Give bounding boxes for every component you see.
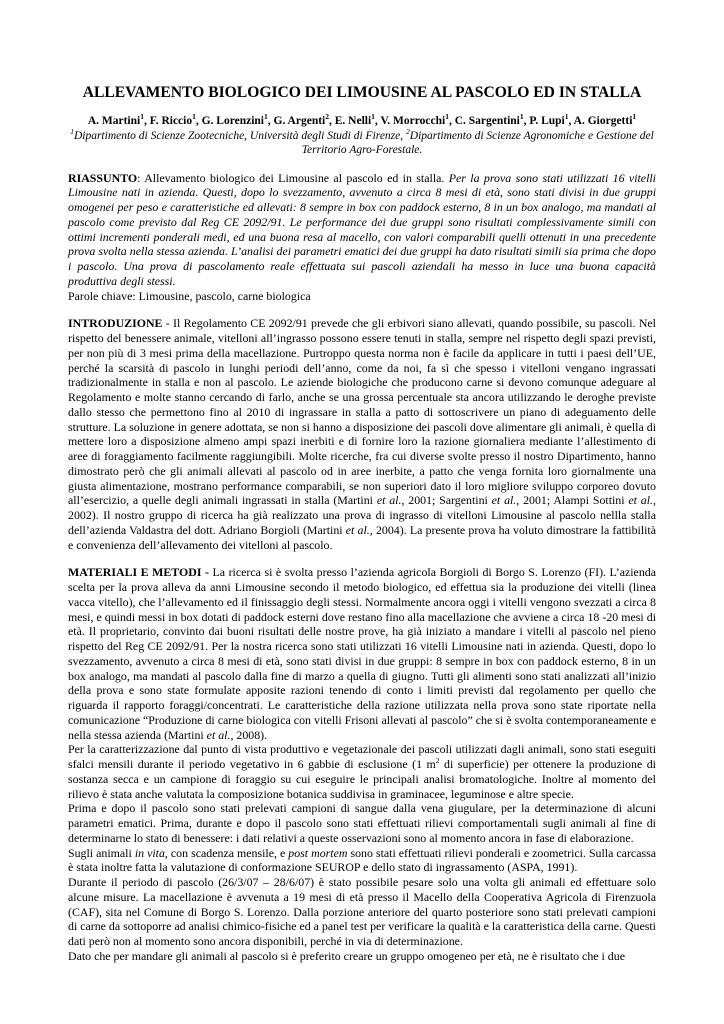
- methods-paragraph: Sugli animali in vita, con scadenza mensile, e post mortem sono stati effettuati rilievi ponderali e zoometrici. Sulla carcassa è stata inoltre fatta la valutazione di conformazione SEUROP e dello stato di ingrassamento (ASPA, 1991).: [68, 845, 657, 875]
- affiliations: $^1$Dipartimento di Scienze Zootecniche, Università degli Studi di Firenze, $^2$Dipartimento di Scienze Agronomiche e Gestione del Territorio Agro-Forestale.: [70, 126, 654, 156]
- methods-paragraph: Durante il periodo di pascolo (26/3/07 – 28/6/07) è stato possibile pesare solo una volta gli animali ed effettuare solo alcune misure. La macellazione è avvenuta a 19 mesi di età presso il Macello della Cooperativa Agricola di Firenzuola (CAF), sita nel Comune di Borgo S. Lorenzo. Dalla porzione anteriore del quarto posteriore sono stati prelevati campioni di carne da sottoporre ad analisi chimico-fisiche ed a panel test per verificare la qualità e la caratteristica della carne. Questi dati però non al momento sono ancora disponibili, perché in via di determinazione.: [68, 875, 656, 948]
- author: G. Argenti$^2$: [273, 112, 329, 127]
- author: E. Nelli$^1$: [334, 112, 375, 127]
- paper-title: ALLEVAMENTO BIOLOGICO DEI LIMOUSINE AL PASCOLO ED IN STALLA: [82, 84, 642, 101]
- author: P. Lupi$^1$: [529, 112, 569, 127]
- author: A. Giorgetti$^1$: [573, 112, 637, 127]
- methods-section: MATERIALI E METODI - La ricerca si è svolta presso l’azienda agricola Borgioli di Borgo S. Lorenzo (FI). L’azienda scelta per la prova alleva da anni Limousine secondo il metodo biologico, ed effettua sia la produzione dei vitelli (linea vacca vitello), che l’allevamento ed il finissaggio degli stessi. Normalmente ancora oggi i vitelli vengono svezzati a circa 8 mesi, e quindi messi in box dotati di paddock esterni dove restano fino alla macellazione che avviene a circa 18 -20 mesi di età. Il proprietario, convinto dai buoni risultati delle nostre prove, ha già iniziato a mandare i vitelli al pascolo nel pieno rispetto del Reg CE 2092/91. Per la nostra ricerca sono stati utilizzati 16 vitelli Limousine nati in azienda. Questi, dopo lo svezzamento, avvenuto a circa 8 mesi di età, sono stati divisi in due gruppi: 8 sempre in box con paddock esterno, 8 in un box analogo, ma mandati al pascolo dalla fine di marzo a quella di giugno. Tutti gli alimenti sono stati analizzati all’inizio della prova e sono state formulate apposite razioni tenendo di conto i limiti previsti dal regolamento per quello che riguarda il rapporto foraggi/concentrati. Le caratteristiche della razione utilizzata nella prova sono state riportate nella comunicazione “Produzione di carne biologica con vitelli Frisoni allevati al pascolo” che si è svolta contemporaneamente e nella stessa azienda (Martini et al., 2008).: [68, 565, 656, 742]
- author: V. Morrocchi$^1$: [380, 112, 449, 127]
- author-list: A. Martini$^1$, F. Riccio$^1$, G. Lorenzini$^1$, G. Argenti$^2$, E. Nelli$^1$, V. Morrocchi$^1$, C. Sargentini$^1$, P. Lupi$^1$, A. Giorgetti$^1$: [87, 112, 637, 127]
- author: C. Sargentini$^1$: [454, 112, 524, 127]
- methods-paragraph: Per la caratterizzazione dal punto di vista produttivo e vegetazionale dei pascoli utilizzati dagli animali, sono stati eseguiti sfalci mensili durante il periodo vegetativo in 6 gabbie di esclusione (1 $m^2$ di superficie) per ottenere la produzione di sostanza secca e un campione di foraggio su cui eseguire le principali analisi bromatologiche. Inoltre al momento del rilievo è stata anche valutata la composizione botanica suddivisa in graminacee, leguminose e altre specie.: [68, 742, 656, 801]
- introduction-section: INTRODUZIONE - Il Regolamento CE 2092/91 prevede che gli erbivori siano allevati, quando possibile, su pascoli. Nel rispetto del benessere animale, vitelloni all’ingrasso possono essere tenuti in stalla, sempre nel rispetto degli spazi previsti, per non più di 3 mesi prima della macellazione. Purtroppo questa norma non è facile da applicare in tutti i paesi dell’UE, perché la scarsità di pascolo in lunghi periodi dell’anno, come da noi, fa sì che spesso i vitelloni vengano ingrassati tradizionalmente in stalla e non al pascolo. Le aziende biologiche che producono carne si devono comunque adeguare al Regolamento e molte stanno cercando di farlo, anche se una grossa percentuale sta ancora utilizzando le deroghe previste dallo stesso che permettono fino al 2010 di ingrassare in stalla a patto di sottoscrivere un piano di adeguamento delle strutture. La soluzione in genere adottata, se non si hanno a disposizione dei pascoli dove alimentare gli animali, è quella di mettere loro a disposizione almeno ampi spazi inerbiti e di fornire loro la razione giornaliera mediante l’allestimento di aree di foraggiamento facilmente raggiungibili. Molte ricerche, fra cui diverse svolte presso il nostro Dipartimento, hanno dimostrato però che gli animali allevati al pascolo od in aree inerbite, a patto che venga fornita loro giornalmente una giusta alimentazione, mostrano performance comparabili, se non superiori dato il loro migliore sviluppo corporeo dovuto all’esercizio, a quelle degli animali ingrassati in stalla (Martini et al., 2001; Sargentini et al., 2001; Alampi Sottini et al., 2002). Il nostro gruppo di ricerca ha già realizzato una prova di ingrasso di vitelloni Limousine al pascolo nellla stalla dell’azienda Valdastra del dott. Adriano Borgioli (Martini et al., 2004). La presente prova ha voluto dimostrare la fattibilità e convenienza dell’allevamento dei vitelloni al pascolo.: [68, 316, 657, 552]
- author: A. Martini$^1$: [87, 112, 144, 127]
- methods-heading: MATERIALI E METODI -: [68, 565, 209, 580]
- keywords: Parole chiave: Limousine, pascolo, carne biologica: [68, 288, 311, 303]
- methods-paragraph: Prima e dopo il pascolo sono stati prelevati campioni di sangue dalla vena giugulare, per la determinazione di alcuni parametri ematici. Prima, durante e dopo il pascolo sono stati effettuati rilievi comportamentali sugli animali al fine di determinarne lo stato di benessere: i dati relativi a queste osservazioni sono al momento ancora in fase di elaborazione.: [68, 801, 656, 845]
- author: G. Lorenzini$^1$: [201, 112, 268, 127]
- abstract-label: RIASSUNTO: [68, 170, 138, 185]
- introduction-heading: INTRODUZIONE: [68, 316, 163, 331]
- methods-paragraph: Dato che per mandare gli animali al pascolo si è preferito creare un gruppo omogeneo per età, ne è risultato che i due: [68, 948, 625, 963]
- author: F. Riccio$^1$: [149, 112, 196, 127]
- abstract: RIASSUNTO: Allevamento biologico dei Limousine al pascolo ed in stalla. Per la prova sono stati utilizzati 16 vitelli Limousine nati in azienda. Questi, dopo lo svezzamento, avvenuto a circa 8 mesi di età, sono stati divisi in due gruppi omogenei per peso e caratteristiche ed allevati: 8 sempre in box con paddock esterno, 8 in un box analogo, ma mandati al pascolo come previsto dal Reg CE 2092/91. Le performance dei due gruppi sono risultati complessivamente simili con ottimi incrementi ponderali medi, ed una buona resa al macello, con valori comparabili quelli ottenuti in una precedente prova svolta nella stessa azienda. L’analisi dei parametri ematici dei due gruppi ha dato risultati simili sia prima che dopo i pascolo. Una prova di pascolamento reale effettuata sui pascoli aziendali ha messo in luce una buona capacità produttiva degli stessi.: [68, 170, 656, 288]
